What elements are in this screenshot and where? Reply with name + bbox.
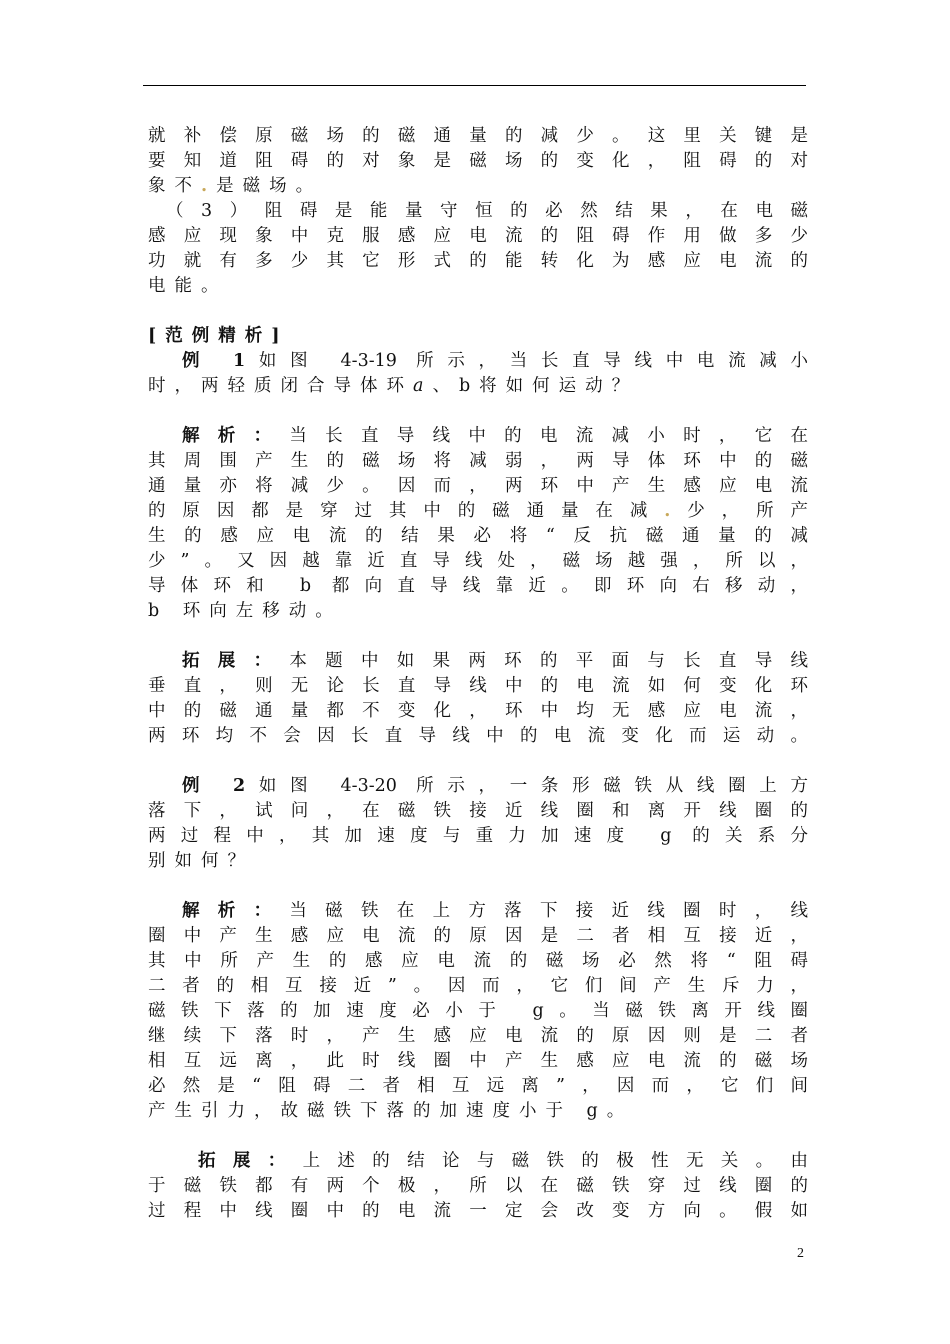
analysis-1-line: 通量亦将减少。因而，两环中产生感应电流 (148, 476, 808, 496)
text-line: 电能。 (148, 276, 228, 296)
text-fragment: 是磁场。 (216, 176, 323, 196)
example-label: 例 2 (182, 776, 246, 796)
example-2-line: 两过程中，其加速度与重力加速度 g 的关系分 (148, 826, 808, 846)
analysis-2-line: 必然是“阻碍二者相互远离”，因而，它们间 (148, 1076, 808, 1096)
variable-a: a (413, 376, 433, 396)
analysis-2-line: 其中所产生的感应电流的磁场必然将“阻碍 (148, 951, 808, 971)
text-line: 功就有多少其它形式的能转化为感应电流的 (148, 251, 808, 271)
example-2-line: 别如何？ (148, 851, 254, 871)
analysis-2-line: 产生引力，故磁铁下落的加速度小于 g。 (148, 1101, 634, 1121)
text-fragment: 上述的结论与磁铁的极性无关。由 (302, 1151, 809, 1171)
analysis-2-line: 圈中产生感应电流的原因是二者相互接近， (148, 926, 808, 946)
page-number: 2 (797, 1246, 804, 1261)
text-fragment: 如图 4-3-19 所示，当长直导线中电流减小 (245, 351, 808, 371)
text-fragment: b将如何运动？ (458, 376, 639, 396)
analysis-label: 解析： (182, 426, 290, 446)
text-line: 感应现象中克服感应电流的阻碍作用做多少 (148, 226, 808, 246)
text-line: 要知道阻碍的对象是磁场的变化，阻碍的对 (148, 151, 808, 171)
example-1-line (148, 374, 808, 399)
extension-1-line (148, 649, 808, 674)
analysis-label: 解析： (182, 901, 290, 921)
analysis-2-line: 二者的相互接近”。因而，它们间产生斥力， (148, 976, 808, 996)
analysis-1-line (148, 499, 808, 524)
example-2-line: 落下，试问，在磁铁接近线圈和离开线圈的 (148, 801, 808, 821)
text-fragment: 、 (432, 376, 459, 396)
emphasis-dot: . (201, 176, 217, 196)
text-line (148, 174, 808, 199)
analysis-1-line (148, 424, 808, 449)
text-fragment: 的原因都是穿过其中的磁通量在减 (148, 501, 665, 521)
text-fragment: 当长直导线中的电流减小时，它在 (289, 426, 809, 446)
analysis-1-line: 少”。又因越靠近直导线处，磁场越强，所以， (148, 551, 808, 571)
extension-1-line: 垂直，则无论长直导线中的电流如何变化环 (148, 676, 808, 696)
text-fragment: 象不 (148, 176, 201, 196)
analysis-1-line: b 环向左移动。 (148, 601, 342, 621)
analysis-1-line: 生的感应电流的结果必将“反抗磁通量的减 (148, 526, 808, 546)
text-fragment: 时，两轻质闭合导体环 (148, 376, 413, 396)
analysis-2-line: 继续下落时，产生感应电流的原因则是二者 (148, 1026, 808, 1046)
analysis-2-line: 磁铁下落的加速度必小于 g。当磁铁离开线圈 (148, 1001, 808, 1021)
analysis-2-line (148, 899, 808, 924)
section-heading: [范例精析] (148, 326, 289, 346)
example-label: 例 1 (182, 351, 246, 371)
emphasis-dot: . (664, 501, 671, 521)
extension-1-line: 两环均不会因长直导线中的电流变化而运动。 (148, 726, 808, 746)
extension-2-line: 过程中线圈中的电流一定会改变方向。假如 (148, 1201, 808, 1221)
header-rule (143, 85, 806, 86)
extension-1-line: 中的磁通量都不变化，环中均无感应电流， (148, 701, 808, 721)
text-fragment: 如图 4-3-20 所示，一条形磁铁从线圈上方 (245, 776, 808, 796)
extension-2-line: 于磁铁都有两个极，所以在磁铁穿过线圈的 (148, 1176, 808, 1196)
text-fragment: 当磁铁在上方落下接近线圈时，线 (289, 901, 809, 921)
analysis-1-line: 其周围产生的磁场将减弱，两导体环中的磁 (148, 451, 808, 471)
extension-label: 拓展： (182, 651, 290, 671)
example-2-line (148, 774, 808, 799)
text-fragment: 本题中如果两环的平面与长直导线 (289, 651, 809, 671)
extension-label: 拓展： (198, 1151, 303, 1171)
text-line: 就补偿原磁场的磁通量的减少。这里关键是 (148, 126, 808, 146)
extension-2-line (148, 1149, 808, 1174)
text-line: （3）阻碍是能量守恒的必然结果，在电磁 (166, 201, 808, 221)
example-1-line (148, 349, 808, 374)
text-fragment: 少，所产 (670, 501, 809, 521)
analysis-1-line: 导体环和 b 都向直导线靠近。即环向右移动， (148, 576, 808, 596)
analysis-2-line: 相互远离，此时线圈中产生感应电流的磁场 (148, 1051, 808, 1071)
